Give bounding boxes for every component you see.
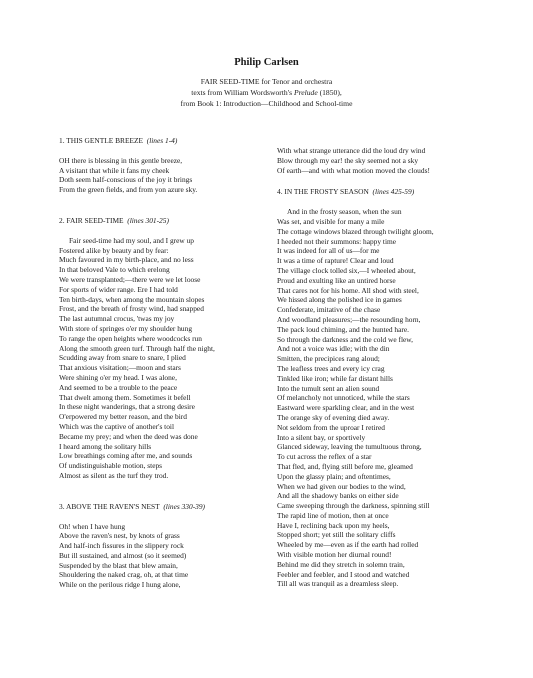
poem-line: From the green fields, and from yon azure sky.: [59, 185, 198, 195]
document-header: [0, 57, 533, 109]
poem-line: We were transplanted;—there were we let loose: [59, 274, 201, 284]
section-4-text: [277, 207, 492, 589]
poem-line: So through the darkness and the cold we flew,: [277, 334, 414, 344]
poem-line: When we had given our bodies to the wind,: [277, 481, 406, 491]
poem-line: That anxious visitation;—moon and stars: [59, 363, 181, 373]
poem-line: Till all was tranquil as a dreamless sleep.: [277, 579, 399, 589]
poem-line: Almost as silent as the turf they trod.: [59, 470, 169, 480]
poem-line: We hissed along the polished ice in games: [277, 295, 402, 305]
poem-line: In that beloved Vale to which erelong: [59, 265, 170, 275]
poem-line: With what strange utterance did the loud dry wind: [277, 146, 426, 155]
poem-line: Above the raven's nest, by knots of grass: [59, 531, 180, 541]
section-heading: [59, 502, 264, 512]
poem-line: Which was the captive of another's toil: [59, 421, 175, 431]
poem-line: In these night wanderings, that a strong desire: [59, 402, 195, 412]
section-heading: [59, 216, 264, 226]
poem-line: Suspended by the blast that blew amain,: [59, 560, 178, 570]
section-heading-text: 4. IN THE FROSTY SEASON: [277, 187, 369, 197]
poem-line: Much favoured in my birth-place, and no less: [59, 255, 194, 265]
poem-line: Became my prey; and when the deed was done: [59, 431, 198, 441]
line-reference: (lines 1-4): [146, 136, 178, 145]
poem-line: Blow through my ear! the sky seemed not a sky: [277, 155, 419, 165]
section-heading-text: 3. ABOVE THE RAVEN'S NEST: [59, 501, 160, 511]
text-source: [0, 87, 533, 98]
text-source-year: (1850),: [317, 88, 342, 97]
poem-line: Not seldom from the uproar I retired: [277, 422, 385, 432]
poem-line: I heard among the solitary hills: [59, 441, 152, 451]
poem-line: The leafless trees and every icy crag: [277, 363, 385, 373]
section-4-heading: [277, 187, 492, 197]
poem-line: Doth seem half-conscious of the joy it brings: [59, 175, 193, 185]
poem-line: And half-inch fissures in the slippery rock: [59, 541, 184, 551]
poem-line: Fair seed-time had my soul, and I grew up: [69, 235, 194, 245]
poem-line: With store of springes o'er my shoulder hung: [59, 323, 193, 333]
poem-line: Have I, reclining back upon my heels,: [277, 520, 390, 530]
section-text: [59, 236, 264, 481]
poem-line: And all the shadowy banks on either side: [277, 491, 399, 501]
poem-line: Of undistinguishable motion, steps: [59, 461, 163, 471]
poem-line: To cut across the reflex of a star: [277, 452, 372, 462]
poem-line: Was set, and visible for many a mile: [277, 216, 385, 226]
poem-line: Upon the glassy plain; and oftentimes,: [277, 471, 391, 481]
section-text: [59, 156, 264, 195]
poem-line: Of earth—and with what motion moved the clouds!: [277, 165, 430, 175]
section-heading-text: 2. FAIR SEED-TIME: [59, 215, 124, 225]
poem-line: A visitant that while it fans my cheek: [59, 165, 170, 175]
poem-line: Fostered alike by beauty and by fear:: [59, 245, 169, 255]
book-reference: from Book 1: Introduction—Childhood and School-time: [180, 99, 353, 108]
poem-line: With visible motion her diurnal round!: [277, 550, 392, 560]
poem-line: Feebler and feebler, and I stood and watched: [277, 569, 410, 579]
poem-line: And in the frosty season, when the sun: [287, 207, 402, 217]
poem-line: Behind me did they stretch in solemn train,: [277, 559, 405, 569]
poem-line: The rapid line of motion, then at once: [277, 510, 389, 520]
poem-line: Confederate, imitative of the chase: [277, 305, 381, 315]
poem-line: Tinkled like iron; while far distant hills: [277, 373, 393, 383]
poem-line: The orange sky of evening died away.: [277, 412, 390, 422]
section-text: [59, 522, 264, 591]
poem-line: Shouldering the naked crag, oh, at that time: [59, 570, 189, 580]
poem-line: And woodland pleasures;—the resounding horn,: [277, 314, 421, 324]
section-heading: [59, 136, 264, 146]
poem-line: Along the smooth green turf. Through half the night,: [59, 343, 215, 353]
poem-line: It was a time of rapture! Clear and loud: [277, 256, 394, 266]
poem-line: Wheeled by me—even as if the earth had rolled: [277, 540, 419, 550]
poem-line: Into a silent bay, or sportively: [277, 432, 366, 442]
prelude-title: Prelude: [293, 88, 318, 97]
poem-line: Low breathings coming after me, and sounds: [59, 451, 193, 461]
poem-line: Came sweeping through the darkness, spinning still: [277, 501, 430, 511]
poem-line: Ten birth-days, when among the mountain slopes: [59, 294, 205, 304]
line-reference: (lines 330-39): [163, 501, 206, 511]
poem-line: Were shining o'er my head. I was alone,: [59, 372, 177, 382]
poem-line: Oh! when I have hung: [59, 521, 126, 531]
poem-line: Eastward were sparkling clear, and in the west: [277, 403, 415, 413]
poem-line: That dwelt among them. Sometimes it befell: [59, 392, 191, 402]
poem-line: While on the perilous ridge I hung alone,: [59, 580, 181, 590]
poem-line: That fled, and, flying still before me, gleamed: [277, 461, 413, 471]
poem-line: Of melancholy not unnoticed, while the stars: [277, 393, 410, 403]
poem-line: O'erpowered my better reason, and the bird: [59, 412, 187, 422]
author-name: Philip Carlsen: [234, 57, 299, 68]
poem-line: OH there is blessing in this gentle breeze,: [59, 155, 183, 165]
poem-line: The cottage windows blazed through twilight gloom,: [277, 226, 434, 236]
section-3-continuation: [277, 146, 492, 175]
poem-line: The pack loud chiming, and the hunted hare.: [277, 324, 409, 334]
work-title: FAIR SEED-TIME for Tenor and orchestra: [200, 77, 333, 86]
poem-line: But ill sustained, and almost (so it seemed): [59, 550, 187, 560]
poem-line: The village clock tolled six,—I wheeled about,: [277, 265, 416, 275]
text-source-prefix: texts from William Wordsworth's: [191, 88, 294, 97]
line-reference: (lines 425-59): [372, 187, 415, 197]
poem-line: Proud and exulting like an untired horse: [277, 275, 396, 285]
poem-line: Into the tumult sent an alien sound: [277, 383, 380, 393]
poem-line: Smitten, the precipices rang aloud;: [277, 354, 380, 364]
right-column: [277, 146, 492, 589]
left-column: [59, 136, 264, 611]
poem-line: For sports of wider range. Ere I had told: [59, 284, 178, 294]
poem-line: Glanced sideway, leaving the tumultuous throng,: [277, 442, 422, 452]
line-reference: (lines 301-25): [127, 215, 169, 225]
poem-line: Scudding away from snare to snare, I plied: [59, 353, 186, 363]
section-heading-text: 1. THIS GENTLE BREEZE: [59, 136, 144, 145]
poem-line: It was indeed for all of us—for me: [277, 246, 380, 256]
poem-line: That cares not for his home. All shod with steel,: [277, 285, 419, 295]
poem-line: I heeded not their summons: happy time: [277, 236, 397, 246]
poem-line: Frost, and the breath of frosty wind, had snapped: [59, 304, 204, 314]
poem-line: And not a voice was idle; with the din: [277, 344, 390, 354]
poem-line: To range the open heights where woodcocks run: [59, 333, 202, 343]
poem-line: The last autumnal crocus, 'twas my joy: [59, 314, 175, 324]
poem-line: And seemed to be a trouble to the peace: [59, 382, 178, 392]
poem-line: Stopped short; yet still the solitary cliffs: [277, 530, 396, 540]
